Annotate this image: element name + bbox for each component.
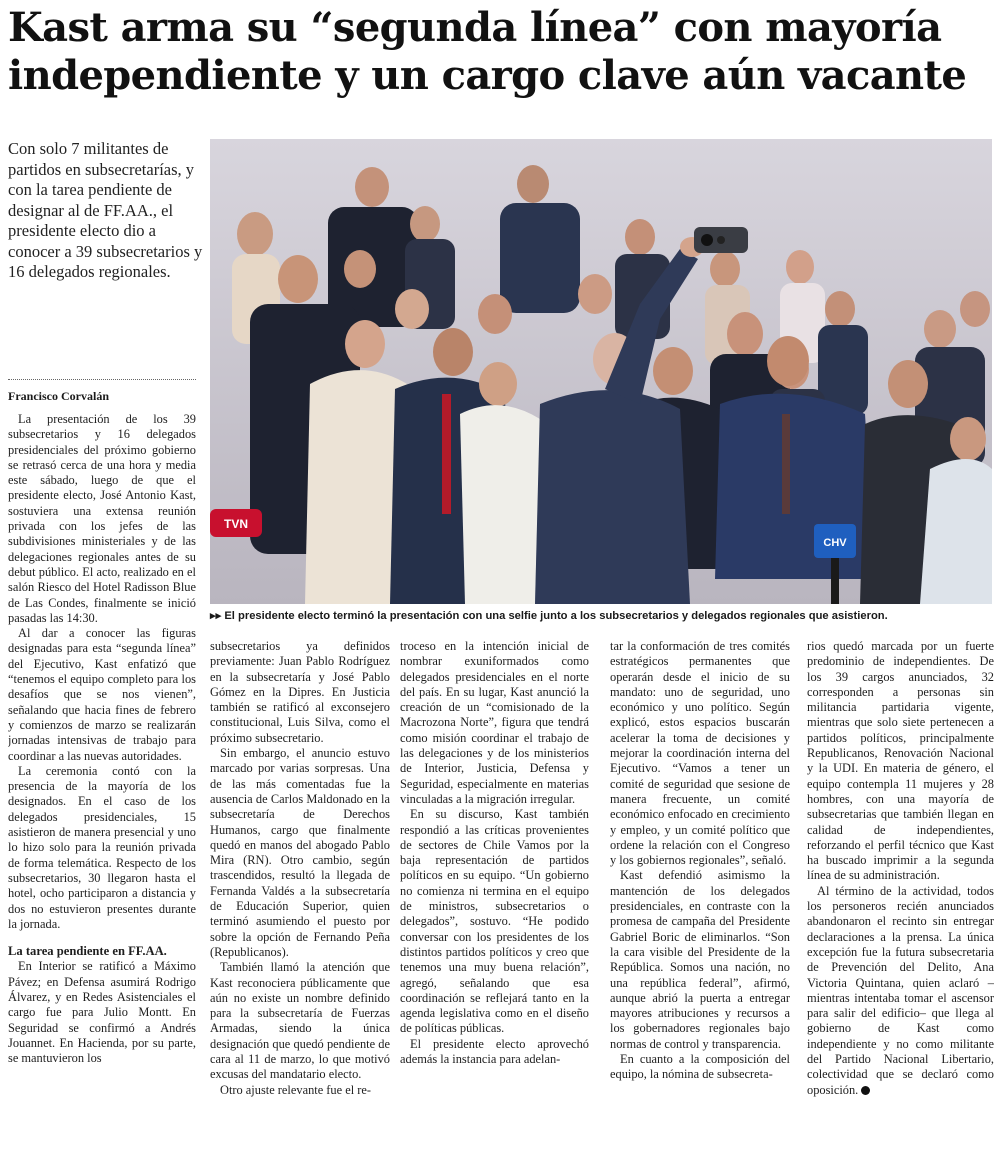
article-column-5 (807, 639, 994, 1149)
caption-marker: ▸▸ (210, 610, 222, 622)
caption-text: El presidente electo terminó la presentación con una selfie junto a los subsecretarios y delegados regionales que asistieron. (224, 610, 888, 622)
headline (8, 4, 998, 100)
paragraph: En cuanto a la composición del equipo, la nómina de subsecreta- (610, 1052, 790, 1082)
paragraph: tar la conformación de tres comités estratégicos permanentes que operarán desde el inicio de su mandato: uno de seguridad, uno económico y uno político. Según explicó, estos espacios buscarán acelerar la toma de decisiones y mejorar la coordinación interna del Ejecutivo. “Vamos a tener un comité de seguridad que sesione de manera frecuente, un comité económico enfocado en crecimiento y empleo, y un comité político que ordene la relación con el Congreso y los gobiernos regionales”, señaló. (610, 639, 790, 868)
article-column-1 (8, 412, 196, 1147)
paragraph: La presentación de los 39 subsecretarios y 16 delegados presidenciales del próximo gobierno se retrasó cerca de una hora y media este sábado, luego de que el presidente electo, José Antonio Kast, sostuviera una extensa reunión privada con los jefes de las subdivisiones ministeriales y de las delegaciones regionales antes de su debut público. El acto, realizado en el salón Riesco del Hotel Radisson Blue de Las Condes, finalmente se inició pasadas las 14:30. (8, 412, 196, 625)
article-column-3 (400, 639, 589, 1149)
closing-paragraph-text: Al término de la actividad, todos los personeros recién anunciados abandonaron el recinto sin entregar declaraciones a la prensa. La única excepción fue la futura subsecretaria de Prevención del Delito, Ana Victoria Quintana, quien aclaró –mientras intentaba tomar el ascensor para salir del edificio– que llega al gobierno de Kast como independiente y no como militante del Partido Nacional Libertario, colectividad que se declaró como oposición. (807, 883, 994, 1097)
paragraph: Sin embargo, el anuncio estuvo marcado por varias sorpresas. Una de las más comentadas fue la ausencia de Carlos Maldonado en la subsecretaría de Derechos Humanos, cargo que finalmente quedó en manos del abogado Pablo Mira (RN). Otro cambio, según trascendidos, resultó la llegada de Fernanda Valdés a la subsecretaría de Educación Superior, quien terminó asumiendo el puesto por sobre la opción de Fernando Peña (Republicanos). (210, 746, 390, 959)
photo-caption (210, 607, 994, 625)
paragraph: También llamó la atención que Kast reconociera públicamente que aún no existe un nombre definido para la subsecretaría de Fuerzas Armadas, siendo la única designación que quedó pendiente de cara al 11 de marzo, lo que motivó excusas del mandatario electo. (210, 960, 390, 1082)
lede: Con solo 7 militantes de partidos en subsecretarías, y con la tarea pendiente de designar al de FF.AA., el presidente electo dio a conocer a 39 subsecretarios y 16 delegados regionales. (8, 139, 203, 281)
paragraph: subsecretarios ya definidos previamente: Juan Pablo Rodríguez en la subsecretaría y José Pablo Gómez en la Dipres. En Justicia también se ratificó al exconsejero constitucional, Luis Silva, como el próximo subsecretario. (210, 639, 390, 745)
paragraph: troceso en la intención inicial de nombrar exuniformados como delegados presidenciales en el norte del país. En su lugar, Kast anunció la creación de un “comisionado de la Macrozona Norte”, figura que tendrá como misión coordinar el trabajo de las delegaciones y de los ministerios de Interior, Justicia, Defensa y Seguridad, especialmente en materias vinculadas a la migración irregular. (400, 639, 589, 806)
group-selfie-photo (210, 139, 992, 604)
paragraph: Kast defendió asimismo la mantención de los delegados presidenciales, en contraste con la promesa de campaña del Presidente Gabriel Boric de eliminarlos. “Son la cara visible del Presidente de la República. Somos una nación, no una república federal”, afirmó, aunque abrió la puerta a entregar mayores atribuciones y recursos a los gobernadores regionales bajo normas de control y transparencia. (610, 868, 790, 1051)
paragraph: Otro ajuste relevante fue el re- (220, 1082, 372, 1097)
mic-label-tvn: TVN (224, 517, 248, 531)
paragraph: rios quedó marcada por un fuerte predominio de independientes. De los 39 cargos anunciados, 32 corresponden a personas sin militancia partidaria vigente, mientras que solo siete pertenecen a partidos políticos, principalmente Republicanos, Renovación Nacional y la UDI. En materia de género, el equipo contempla 11 mujeres y 28 hombres, con una mayoría de subsecretarias que también llegan en calidad de independientes, reforzando el perfil técnico que Kast ha buscado imprimir a la segunda línea de su administración. (807, 639, 994, 883)
paragraph: En su discurso, Kast también respondió a las críticas provenientes de sectores de Chile Vamos por la baja representación de partidos políticos en su equipo. “Un gobierno no comienza ni termina en el equipo de ministros, subsecretarios o delegados”, sostuvo. “He podido conversar con los presidentes de los distintos partidos políticos y creo que tenemos una muy buena relación”, agregó, señalando que esa coordinación se reflejará tanto en la agenda legislativa como en el diseño de políticas públicas. (400, 807, 589, 1036)
paragraph: Al dar a conocer las figuras designadas para esta “segunda línea” del Ejecutivo, Kast enfatizó que “tenemos el equipo completo para los desafíos que se nos vienen”, señalando que hacia fines de febrero y comienzos de marzo se realizarán jornadas intensivas de trabajo para coordinar a las nuevas autoridades. (8, 626, 196, 763)
photo-illustration (210, 139, 992, 604)
end-of-article-mark (861, 1086, 870, 1095)
paragraph: En Interior se ratificó a Máximo Pávez; en Defensa asumirá Rodrigo Álvarez, y en Redes Asistenciales el cargo fue para Julio Montt. En Seguridad se confirmó a Andrés Jouannet. En Hacienda, por su parte, se mantuvieron los (8, 959, 196, 1066)
byline-divider (8, 379, 196, 380)
headline-line-1: Kast arma su “segunda línea” con mayoría (8, 4, 942, 51)
subheading: La tarea pendiente en FF.AA. (8, 944, 167, 959)
mic-label-chv: CHV (823, 537, 847, 549)
headline-line-2: independiente y un cargo clave aún vacante (8, 52, 967, 99)
article-column-2 (210, 639, 390, 1149)
paragraph: El presidente electo aprovechó además la instancia para adelan- (400, 1036, 589, 1067)
byline: Francisco Corvalán (8, 389, 109, 403)
article-column-4 (610, 639, 790, 1149)
paragraph (807, 884, 994, 1098)
paragraph: La ceremonia contó con la presencia de la mayoría de los designados. En el caso de los delegados presidenciales, 15 asistieron de manera presencial y uno lo hizo solo para la reunión privada de forma telemática. Respecto de los subsecretarios, 30 llegaron hasta el hotel, ocho participaron a distancia y dos no estuvieron presentes durante la jornada. (8, 763, 196, 931)
